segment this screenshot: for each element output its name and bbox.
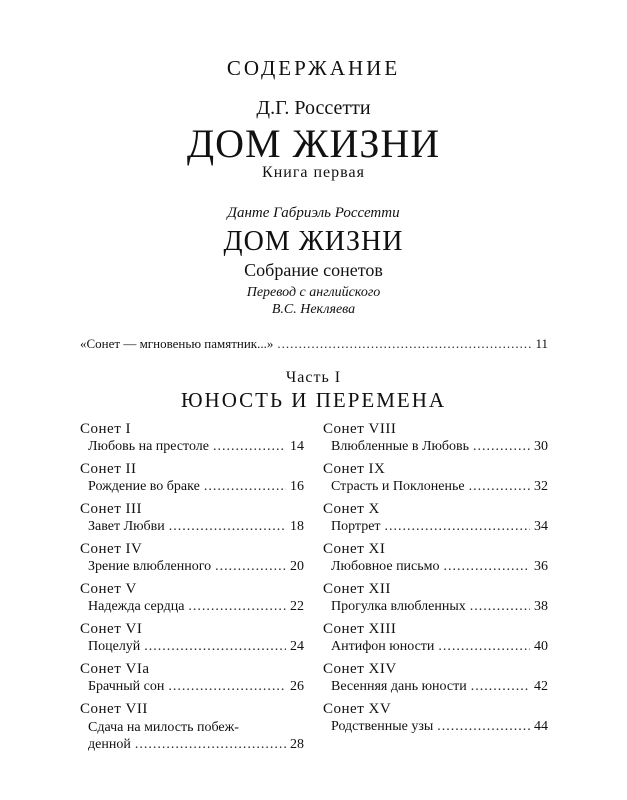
leader-dots (469, 479, 530, 495)
sonnet-number: Сонет III (80, 501, 142, 517)
toc-entry-title: Поцелуй (88, 639, 141, 654)
leader-dots (473, 439, 530, 455)
toc-page-number: 26 (290, 679, 304, 694)
toc-entry[interactable] (80, 540, 304, 580)
toc-entry-title: «Сонет — мгновенью памятник...» (80, 336, 274, 351)
sonnet-number: Сонет XI (323, 541, 386, 557)
toc-page-number: 40 (534, 639, 548, 654)
toc-entry[interactable] (80, 500, 304, 540)
toc-page-number: 30 (534, 439, 548, 454)
work-author: Данте Габриэль Россетти (227, 205, 400, 221)
book-title: ДОМ ЖИЗНИ (186, 121, 441, 166)
work-subtitle: Собрание сонетов (244, 260, 383, 280)
toc-page-number: 24 (290, 639, 304, 654)
sonnet-number: Сонет XIV (323, 661, 397, 677)
leader-dots (144, 639, 286, 655)
translator-name: В.С. Некляева (271, 302, 356, 317)
sonnet-number: Сонет XIII (323, 621, 397, 637)
toc-page-number: 38 (534, 599, 548, 614)
sonnet-number: Сонет II (80, 461, 137, 477)
toc-page-number: 44 (534, 719, 548, 734)
sonnet-number: Сонет IX (323, 461, 386, 477)
toc-entry-title: Любовь на престоле (88, 439, 209, 454)
toc-page-number: 22 (290, 599, 304, 614)
toc-entry-title: денной (88, 737, 131, 752)
toc-page-number: 36 (534, 559, 548, 574)
toc-entry[interactable] (80, 460, 304, 500)
leader-dots (437, 719, 530, 735)
toc-column-right (323, 420, 548, 740)
toc-page-number: 32 (534, 479, 548, 494)
sonnet-number: Сонет XV (323, 701, 392, 717)
toc-page-number: 14 (290, 439, 304, 454)
translation-note: Перевод с английского (246, 285, 381, 300)
toc-entry-title: Завет Любви (88, 519, 165, 534)
toc-entry[interactable] (80, 700, 304, 758)
toc-entry[interactable] (323, 700, 548, 740)
toc-entry-prologue[interactable] (80, 336, 548, 352)
toc-entry[interactable] (323, 580, 548, 620)
leader-dots (213, 439, 286, 455)
sonnet-number: Сонет X (323, 501, 380, 517)
leader-dots (470, 599, 530, 615)
toc-entry[interactable] (80, 580, 304, 620)
toc-entry-title: Страсть и Поклоненье (331, 479, 465, 494)
contents-heading: СОДЕРЖАНИЕ (226, 56, 401, 80)
toc-entry-title: Портрет (331, 519, 381, 534)
leader-dots (438, 639, 530, 655)
toc-entry-title: Родственные узы (331, 719, 434, 734)
leader-dots (277, 336, 531, 352)
part-title: ЮНОСТЬ И ПЕРЕМЕНА (180, 388, 447, 412)
book-author: Д.Г. Россетти (256, 97, 371, 119)
sonnet-number: Сонет VI (80, 621, 143, 637)
toc-entry-title: Весенняя дань юности (331, 679, 467, 694)
toc-entry[interactable] (323, 660, 548, 700)
toc-entry[interactable] (80, 420, 304, 460)
leader-dots (215, 559, 286, 575)
sonnet-number: Сонет VII (80, 701, 148, 717)
toc-page-number: 28 (290, 737, 304, 752)
toc-entry-title: Антифон юности (331, 639, 435, 654)
toc-page-number: 34 (534, 519, 548, 534)
leader-dots (169, 519, 286, 535)
sonnet-number: Сонет IV (80, 541, 143, 557)
toc-entry-title: Надежда сердца (88, 599, 185, 614)
toc-entry[interactable] (323, 500, 548, 540)
sonnet-number: Сонет XII (323, 581, 391, 597)
toc-entry-title: Влюбленные в Любовь (331, 439, 470, 454)
toc-entry-title: Любовное письмо (331, 559, 440, 574)
toc-entry-title: Зрение влюбленного (88, 559, 212, 574)
leader-dots (188, 599, 286, 615)
toc-entry-title: Брачный сон (88, 679, 165, 694)
toc-entry[interactable] (80, 620, 304, 660)
leader-dots (471, 679, 530, 695)
toc-entry-title: Рождение во браке (88, 479, 200, 494)
sonnet-number: Сонет VIa (80, 661, 150, 677)
toc-page-number: 11 (535, 336, 548, 351)
toc-entry[interactable] (323, 460, 548, 500)
toc-entry-title: Прогулка влюбленных (331, 599, 466, 614)
toc-entry[interactable] (80, 660, 304, 700)
toc-entry[interactable] (323, 420, 548, 460)
leader-dots (135, 737, 286, 753)
toc-entry-title-line: Сдача на милость побеж- (88, 720, 239, 735)
leader-dots (444, 559, 530, 575)
work-title: ДОМ ЖИЗНИ (223, 226, 404, 257)
toc-page-number: 18 (290, 519, 304, 534)
leader-dots (204, 479, 286, 495)
toc-page-number: 20 (290, 559, 304, 574)
toc-page-number: 16 (290, 479, 304, 494)
toc-entry[interactable] (323, 540, 548, 580)
sonnet-number: Сонет VIII (323, 421, 397, 437)
toc-entry[interactable] (323, 620, 548, 660)
leader-dots (385, 519, 530, 535)
sonnet-number: Сонет I (80, 421, 131, 437)
leader-dots (168, 679, 286, 695)
toc-column-left (80, 420, 304, 758)
toc-page-number: 42 (534, 679, 548, 694)
book-volume: Книга первая (262, 164, 365, 181)
part-label: Часть I (285, 369, 342, 386)
sonnet-number: Сонет V (80, 581, 137, 597)
